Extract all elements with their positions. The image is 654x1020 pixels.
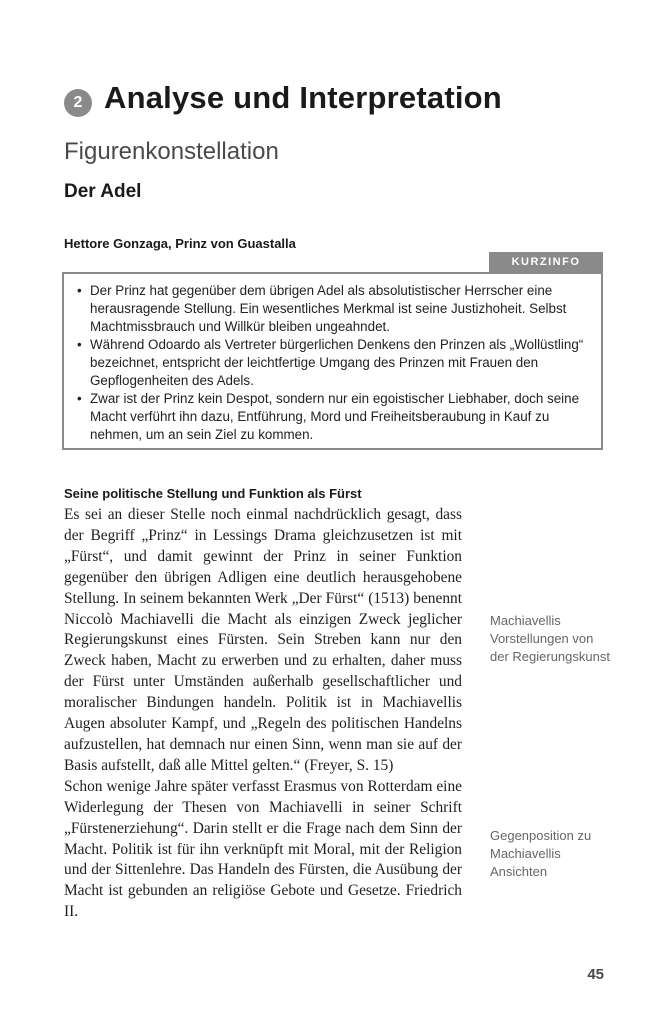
body-paragraph: Es sei an dieser Stelle noch einmal nachdrücklich gesagt, dass der Begriff „Prinz“ in Lessings Drama gleichzusetzen ist mit „Fürst“, und damit gewinnt der Prinz in seiner Funktion gegenüber den übrigen Adligen eine deutlich herausgehobene Stellung. In seinem bekannten Werk „Der Fürst“ (1513) benennt Niccolò Machiavelli die Macht als einzigen Zweck jeglicher Regierungskunst eines Fürsten. Sein Streben kann nur den Zweck haben, Macht zu erwerben und zu erhalten, daher muss der Fürst unter Umständen außerhalb gesellschaftlicher und moralischer Bindungen handeln. Politik ist in Machiavellis Augen absoluter Kampf, und „Regeln des politischen Handelns aufzustellen, hat demnach nur einen Sinn, wenn man sie auf der Basis aufstellt, daß alle Mittel gelten.“ (Freyer, S. 15) — [64, 506, 462, 774]
character-heading: Hettore Gonzaga, Prinz von Guastalla — [64, 236, 296, 251]
kurzinfo-label: KURZINFO — [489, 252, 603, 272]
margin-note: Gegenposition zu Machiavellis Ansichten — [490, 828, 592, 879]
subsection-title: Der Adel — [64, 181, 142, 202]
body-paragraph: Schon wenige Jahre später verfasst Erasmus von Rotterdam eine Widerlegung der Thesen von Machiavelli in seiner Schrift „Fürstenerziehung“. Darin stellt er die Frage nach dem Sinn der Macht. Politik ist für ihn verknüpft mit Moral, mit der Religion und der Sittenlehre. Das Handeln des Fürsten, die Ausübung der Macht ist gebunden an religiöse Gebote und Gesetze. Friedrich II. — [64, 777, 462, 921]
page-number: 45 — [587, 966, 604, 983]
chapter-title: Analyse und Interpretation — [104, 80, 502, 115]
kurzinfo-item: • Zwar ist der Prinz kein Despot, sondern nur ein egoistischer Liebhaber, doch seine Macht verführt ihn dazu, Entführung, Mord und Freiheitsberaubung in Kauf zu nehmen, um an sein Ziel zu kommen. — [90, 390, 591, 444]
section-title: Figurenkonstellation — [64, 138, 279, 165]
kurzinfo-box — [62, 272, 603, 450]
kurzinfo-item: • Der Prinz hat gegenüber dem übrigen Adel als absolutistischer Herrscher eine herausragende Stellung. Ein wesentliches Merkmal ist seine Justizhoheit. Selbst Machtmissbrauch und Willkür bleiben ungeahndet. — [90, 282, 591, 336]
margin-note: Machiavellis Vorstellungen von der Regierungskunst — [490, 613, 610, 664]
chapter-number-badge: 2 — [64, 89, 92, 117]
kurzinfo-item: • Während Odoardo als Vertreter bürgerlichen Denkens den Prinzen als „Wollüstling“ bezeichnet, entspricht der leichtfertige Umgang des Prinzen mit Frauen den Gepflogenheiten des Adels. — [90, 336, 591, 390]
body-text — [64, 505, 462, 923]
kurzinfo-list — [64, 274, 601, 444]
body-heading: Seine politische Stellung und Funktion als Fürst — [64, 486, 362, 501]
